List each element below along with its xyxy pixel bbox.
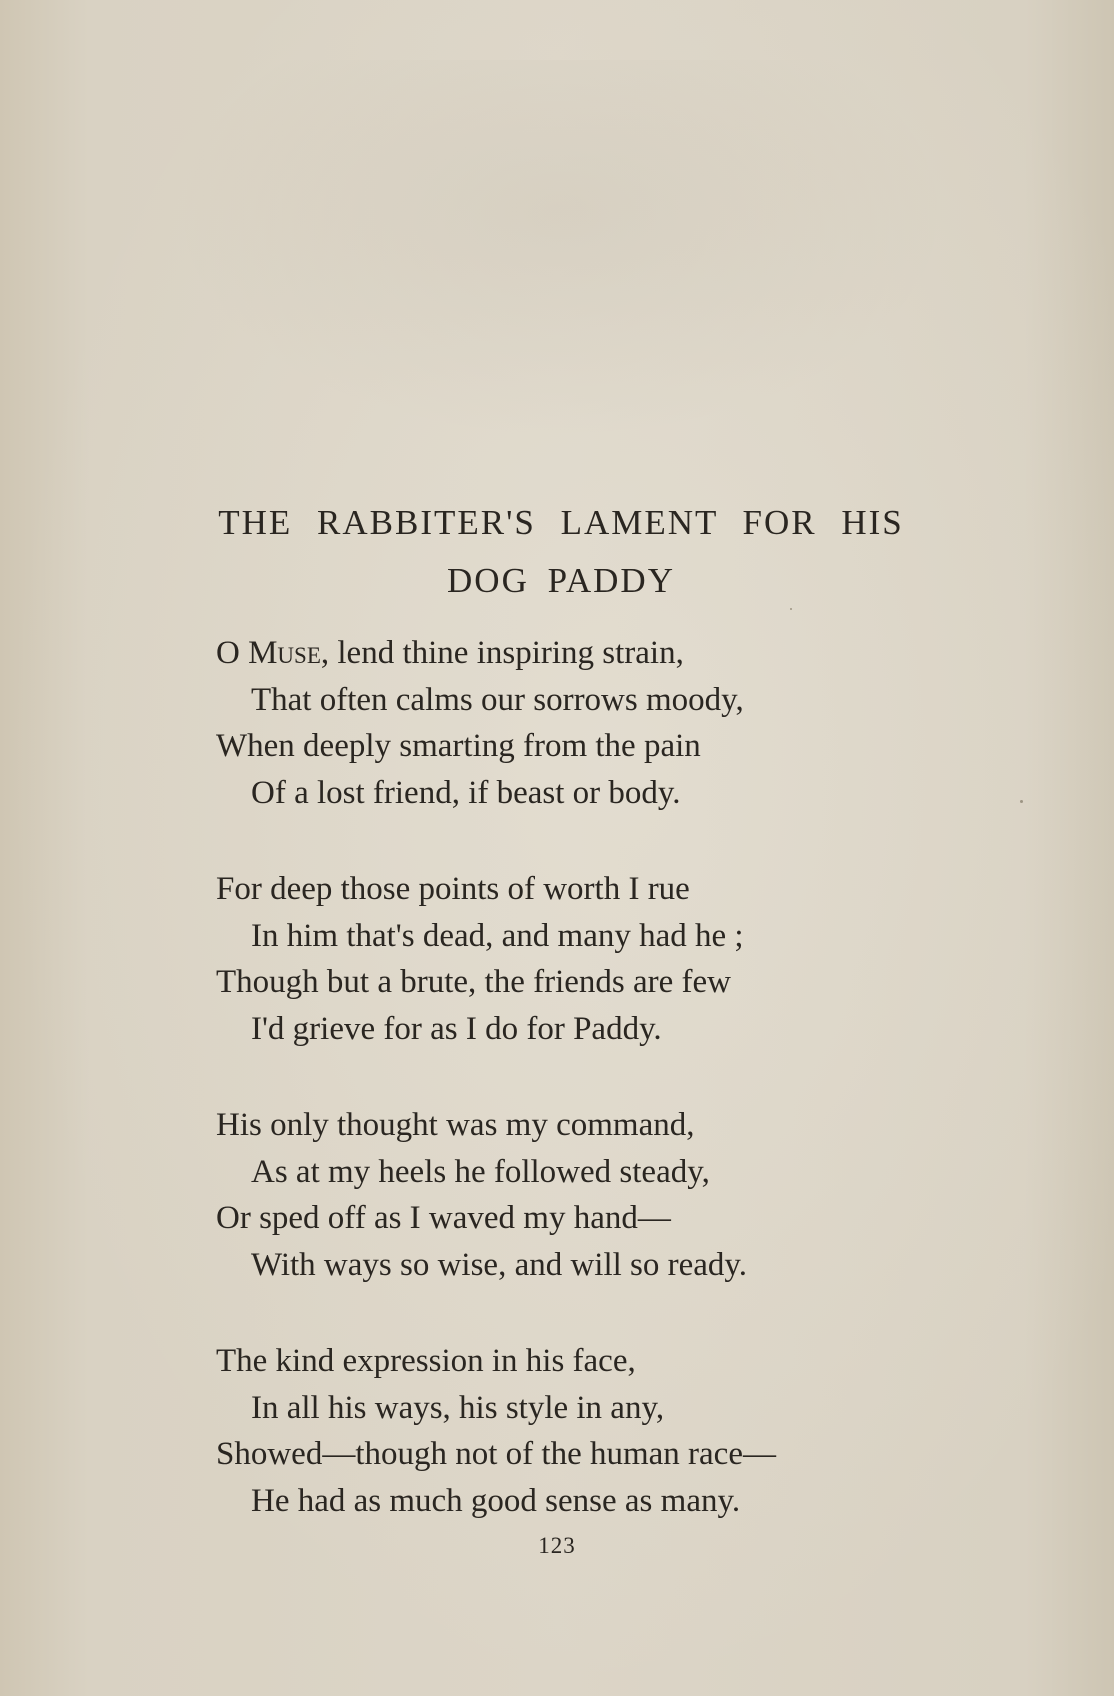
verse-line: Though but a brute, the friends are few: [216, 964, 731, 1000]
verse-lead: O: [216, 635, 249, 671]
verse-line: When deeply smarting from the pain: [216, 728, 701, 764]
verse-line: For deep those points of worth I rue: [216, 871, 690, 907]
verse-smallcaps-word: Muse: [248, 635, 321, 671]
page-number: 123: [538, 1533, 576, 1558]
verse-line: In him that's dead, and many had he ;: [251, 917, 744, 954]
verse-line: His only thought was my command,: [216, 1107, 695, 1143]
paper-speck: [790, 608, 792, 610]
poem-title: [0, 494, 1114, 610]
poem-body: [216, 630, 976, 1574]
show-through-bleed: [170, 60, 950, 440]
verse-line: The kind expression in his face,: [216, 1343, 636, 1379]
verse-rest: , lend thine inspiring strain,: [320, 635, 684, 671]
verse-line: That often calms our sorrows moody,: [251, 681, 744, 718]
stanza-1: [216, 630, 976, 816]
stanza-2: [216, 866, 976, 1052]
stanza-4: [216, 1338, 976, 1524]
verse-line: Of a lost friend, if beast or body.: [251, 774, 681, 811]
verse-line: As at my heels he followed steady,: [251, 1153, 710, 1190]
verse-line: [216, 630, 976, 677]
poem-title-line-1: THE RABBITER'S LAMENT FOR HIS: [218, 503, 904, 542]
verse-line: He had as much good sense as many.: [251, 1482, 741, 1519]
verse-line: I'd grieve for as I do for Paddy.: [251, 1010, 662, 1047]
verse-line: In all his ways, his style in any,: [251, 1389, 665, 1426]
stanza-3: [216, 1102, 976, 1288]
paper-speck: [1020, 800, 1023, 803]
poem-title-line-2: DOG PADDY: [447, 561, 675, 600]
verse-line: With ways so wise, and will so ready.: [251, 1246, 748, 1283]
verse-line: Or sped off as I waved my hand—: [216, 1200, 671, 1236]
verse-line: Showed—though not of the human race—: [216, 1436, 776, 1472]
